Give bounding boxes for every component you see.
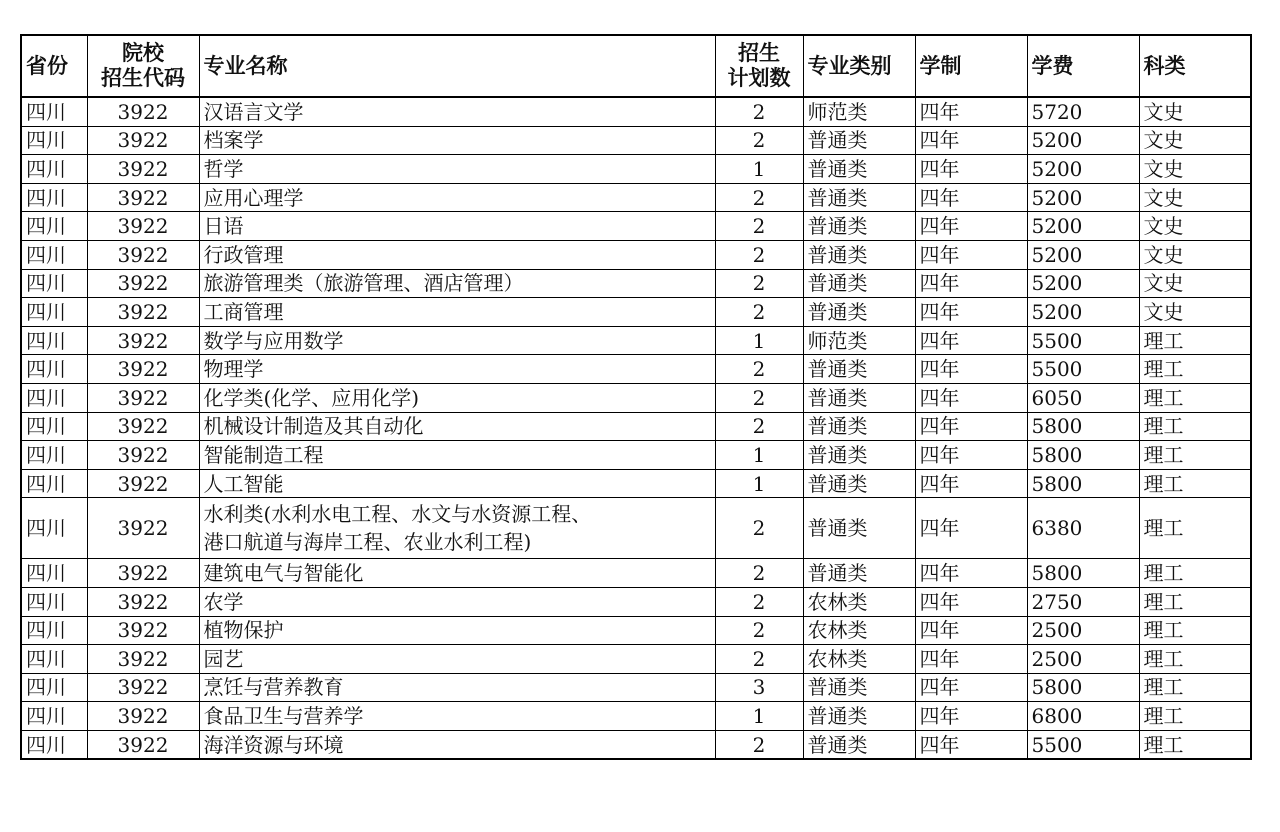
table-row <box>21 616 1251 645</box>
cell-school-code: 3922 <box>87 126 199 155</box>
cell-tuition: 6050 <box>1027 383 1139 412</box>
cell-major-category: 普通类 <box>803 126 915 155</box>
cell-major-name: 行政管理 <box>199 240 715 269</box>
cell-plan-count: 2 <box>715 355 803 384</box>
cell-major-name-line1: 水利类(水利水电工程、水文与水资源工程、 <box>203 502 592 527</box>
cell-province: 四川 <box>21 240 87 269</box>
cell-major-category: 普通类 <box>803 498 915 559</box>
cell-duration: 四年 <box>915 469 1027 498</box>
cell-subject: 文史 <box>1139 97 1251 126</box>
table-row <box>21 412 1251 441</box>
table-row <box>21 702 1251 731</box>
cell-plan-count: 3 <box>715 673 803 702</box>
cell-major-name: 应用心理学 <box>199 183 715 212</box>
cell-major-name: 档案学 <box>199 126 715 155</box>
cell-tuition: 5200 <box>1027 212 1139 241</box>
cell-major-name: 食品卫生与营养学 <box>199 702 715 731</box>
cell-major-category: 普通类 <box>803 298 915 327</box>
header-duration: 学制 <box>915 35 1027 97</box>
cell-plan-count: 1 <box>715 702 803 731</box>
cell-subject: 理工 <box>1139 645 1251 674</box>
cell-school-code: 3922 <box>87 702 199 731</box>
cell-province: 四川 <box>21 269 87 298</box>
cell-school-code: 3922 <box>87 645 199 674</box>
cell-tuition: 5720 <box>1027 97 1139 126</box>
cell-province: 四川 <box>21 412 87 441</box>
cell-duration: 四年 <box>915 326 1027 355</box>
header-plan-count <box>715 35 803 97</box>
cell-school-code: 3922 <box>87 326 199 355</box>
cell-subject: 理工 <box>1139 412 1251 441</box>
cell-subject: 文史 <box>1139 183 1251 212</box>
table-row <box>21 240 1251 269</box>
cell-major-category: 普通类 <box>803 702 915 731</box>
cell-duration: 四年 <box>915 269 1027 298</box>
cell-school-code: 3922 <box>87 383 199 412</box>
table-row <box>21 126 1251 155</box>
table-row <box>21 155 1251 184</box>
cell-major-category: 普通类 <box>803 269 915 298</box>
header-major-category: 专业类别 <box>803 35 915 97</box>
cell-duration: 四年 <box>915 212 1027 241</box>
cell-plan-count: 2 <box>715 97 803 126</box>
cell-major-category: 普通类 <box>803 559 915 588</box>
cell-school-code: 3922 <box>87 673 199 702</box>
cell-major-category: 普通类 <box>803 183 915 212</box>
cell-school-code: 3922 <box>87 559 199 588</box>
cell-subject: 理工 <box>1139 469 1251 498</box>
cell-tuition: 5800 <box>1027 412 1139 441</box>
cell-major-category: 普通类 <box>803 240 915 269</box>
cell-subject: 文史 <box>1139 212 1251 241</box>
header-school-code-line2: 招生代码 <box>101 66 185 90</box>
cell-province: 四川 <box>21 441 87 470</box>
admission-plan-table <box>20 34 1252 760</box>
table-row <box>21 441 1251 470</box>
cell-plan-count: 2 <box>715 183 803 212</box>
cell-duration: 四年 <box>915 126 1027 155</box>
cell-subject: 文史 <box>1139 269 1251 298</box>
cell-province: 四川 <box>21 559 87 588</box>
table-row <box>21 326 1251 355</box>
header-province: 省份 <box>21 35 87 97</box>
cell-school-code: 3922 <box>87 616 199 645</box>
cell-school-code: 3922 <box>87 469 199 498</box>
cell-major-category: 普通类 <box>803 212 915 241</box>
cell-tuition: 5200 <box>1027 126 1139 155</box>
cell-major-name: 植物保护 <box>199 616 715 645</box>
cell-plan-count: 2 <box>715 645 803 674</box>
cell-school-code: 3922 <box>87 183 199 212</box>
cell-major-name: 园艺 <box>199 645 715 674</box>
cell-subject: 理工 <box>1139 326 1251 355</box>
cell-duration: 四年 <box>915 645 1027 674</box>
table-row <box>21 587 1251 616</box>
cell-plan-count: 2 <box>715 212 803 241</box>
cell-major-category: 普通类 <box>803 441 915 470</box>
cell-duration: 四年 <box>915 587 1027 616</box>
table-header <box>21 35 1251 97</box>
cell-province: 四川 <box>21 155 87 184</box>
cell-major-name: 农学 <box>199 587 715 616</box>
cell-major-name: 机械设计制造及其自动化 <box>199 412 715 441</box>
cell-major-name: 旅游管理类（旅游管理、酒店管理） <box>199 269 715 298</box>
cell-tuition: 5500 <box>1027 355 1139 384</box>
cell-school-code: 3922 <box>87 97 199 126</box>
cell-plan-count: 2 <box>715 126 803 155</box>
cell-subject: 理工 <box>1139 559 1251 588</box>
cell-major-name: 日语 <box>199 212 715 241</box>
table-row <box>21 355 1251 384</box>
cell-school-code: 3922 <box>87 240 199 269</box>
header-major-name: 专业名称 <box>199 35 715 97</box>
cell-tuition: 2500 <box>1027 645 1139 674</box>
cell-duration: 四年 <box>915 97 1027 126</box>
cell-plan-count: 2 <box>715 412 803 441</box>
cell-province: 四川 <box>21 469 87 498</box>
cell-tuition: 2500 <box>1027 616 1139 645</box>
cell-tuition: 6800 <box>1027 702 1139 731</box>
table-row <box>21 559 1251 588</box>
cell-province: 四川 <box>21 298 87 327</box>
cell-school-code: 3922 <box>87 412 199 441</box>
table-row <box>21 673 1251 702</box>
cell-major-name: 人工智能 <box>199 469 715 498</box>
cell-tuition: 5200 <box>1027 298 1139 327</box>
table-row <box>21 269 1251 298</box>
cell-tuition: 5200 <box>1027 155 1139 184</box>
table-row <box>21 298 1251 327</box>
cell-plan-count: 2 <box>715 587 803 616</box>
cell-plan-count: 1 <box>715 469 803 498</box>
cell-province: 四川 <box>21 702 87 731</box>
cell-province: 四川 <box>21 355 87 384</box>
cell-plan-count: 2 <box>715 730 803 759</box>
header-row <box>21 35 1251 97</box>
cell-major-category: 普通类 <box>803 412 915 441</box>
cell-school-code: 3922 <box>87 498 199 559</box>
cell-province: 四川 <box>21 383 87 412</box>
cell-tuition: 5800 <box>1027 673 1139 702</box>
cell-plan-count: 2 <box>715 498 803 559</box>
cell-duration: 四年 <box>915 412 1027 441</box>
cell-major-category: 普通类 <box>803 383 915 412</box>
cell-plan-count: 1 <box>715 155 803 184</box>
cell-plan-count: 1 <box>715 441 803 470</box>
table-row <box>21 645 1251 674</box>
cell-plan-count: 2 <box>715 559 803 588</box>
cell-duration: 四年 <box>915 702 1027 731</box>
cell-duration: 四年 <box>915 183 1027 212</box>
header-plan-count-line1: 招生 <box>738 41 780 65</box>
cell-duration: 四年 <box>915 730 1027 759</box>
cell-plan-count: 2 <box>715 616 803 645</box>
cell-school-code: 3922 <box>87 587 199 616</box>
cell-major-name: 哲学 <box>199 155 715 184</box>
cell-tuition: 5800 <box>1027 469 1139 498</box>
table-row <box>21 498 1251 559</box>
cell-school-code: 3922 <box>87 355 199 384</box>
cell-province: 四川 <box>21 212 87 241</box>
cell-major-name: 汉语言文学 <box>199 97 715 126</box>
cell-duration: 四年 <box>915 441 1027 470</box>
cell-subject: 理工 <box>1139 730 1251 759</box>
cell-school-code: 3922 <box>87 441 199 470</box>
cell-duration: 四年 <box>915 616 1027 645</box>
cell-province: 四川 <box>21 326 87 355</box>
cell-major-category: 农林类 <box>803 645 915 674</box>
header-school-code-line1: 院校 <box>122 41 164 65</box>
cell-major-name: 海洋资源与环境 <box>199 730 715 759</box>
cell-duration: 四年 <box>915 298 1027 327</box>
cell-plan-count: 2 <box>715 269 803 298</box>
cell-school-code: 3922 <box>87 269 199 298</box>
cell-major-name: 数学与应用数学 <box>199 326 715 355</box>
cell-subject: 理工 <box>1139 702 1251 731</box>
cell-province: 四川 <box>21 645 87 674</box>
cell-tuition: 5800 <box>1027 441 1139 470</box>
cell-major-name-line2: 港口航道与海岸工程、农业水利工程) <box>203 530 532 555</box>
cell-major-name: 工商管理 <box>199 298 715 327</box>
cell-tuition: 5200 <box>1027 240 1139 269</box>
cell-subject: 理工 <box>1139 498 1251 559</box>
cell-tuition: 5200 <box>1027 269 1139 298</box>
cell-plan-count: 2 <box>715 298 803 327</box>
cell-school-code: 3922 <box>87 730 199 759</box>
cell-duration: 四年 <box>915 559 1027 588</box>
cell-major-category: 师范类 <box>803 326 915 355</box>
cell-province: 四川 <box>21 587 87 616</box>
cell-province: 四川 <box>21 616 87 645</box>
cell-subject: 理工 <box>1139 616 1251 645</box>
cell-tuition: 2750 <box>1027 587 1139 616</box>
cell-major-category: 普通类 <box>803 355 915 384</box>
header-tuition: 学费 <box>1027 35 1139 97</box>
header-plan-count-line2: 计划数 <box>727 66 791 90</box>
cell-tuition: 5200 <box>1027 183 1139 212</box>
cell-major-category: 师范类 <box>803 97 915 126</box>
table-row <box>21 183 1251 212</box>
cell-tuition: 5800 <box>1027 559 1139 588</box>
cell-duration: 四年 <box>915 155 1027 184</box>
header-school-code <box>87 35 199 97</box>
cell-major-name: 智能制造工程 <box>199 441 715 470</box>
cell-major-category: 普通类 <box>803 730 915 759</box>
cell-province: 四川 <box>21 498 87 559</box>
cell-major-name: 物理学 <box>199 355 715 384</box>
table-row <box>21 730 1251 759</box>
cell-major-category: 农林类 <box>803 587 915 616</box>
cell-plan-count: 2 <box>715 240 803 269</box>
cell-major-category: 普通类 <box>803 469 915 498</box>
cell-subject: 理工 <box>1139 355 1251 384</box>
table-row <box>21 469 1251 498</box>
cell-subject: 文史 <box>1139 155 1251 184</box>
cell-school-code: 3922 <box>87 298 199 327</box>
cell-duration: 四年 <box>915 355 1027 384</box>
cell-major-category: 农林类 <box>803 616 915 645</box>
cell-province: 四川 <box>21 183 87 212</box>
cell-major-name: 建筑电气与智能化 <box>199 559 715 588</box>
cell-duration: 四年 <box>915 498 1027 559</box>
cell-subject: 文史 <box>1139 126 1251 155</box>
cell-subject: 理工 <box>1139 441 1251 470</box>
cell-major-category: 普通类 <box>803 673 915 702</box>
table-row <box>21 212 1251 241</box>
cell-subject: 理工 <box>1139 587 1251 616</box>
cell-major-name <box>199 498 715 559</box>
cell-subject: 理工 <box>1139 673 1251 702</box>
header-subject: 科类 <box>1139 35 1251 97</box>
table-row <box>21 97 1251 126</box>
cell-plan-count: 1 <box>715 326 803 355</box>
cell-school-code: 3922 <box>87 212 199 241</box>
cell-major-category: 普通类 <box>803 155 915 184</box>
cell-duration: 四年 <box>915 240 1027 269</box>
cell-major-name: 烹饪与营养教育 <box>199 673 715 702</box>
cell-tuition: 6380 <box>1027 498 1139 559</box>
cell-province: 四川 <box>21 126 87 155</box>
table-row <box>21 383 1251 412</box>
cell-duration: 四年 <box>915 383 1027 412</box>
cell-subject: 文史 <box>1139 240 1251 269</box>
table-body <box>21 97 1251 759</box>
cell-school-code: 3922 <box>87 155 199 184</box>
cell-province: 四川 <box>21 730 87 759</box>
cell-province: 四川 <box>21 97 87 126</box>
cell-tuition: 5500 <box>1027 326 1139 355</box>
cell-subject: 理工 <box>1139 383 1251 412</box>
cell-province: 四川 <box>21 673 87 702</box>
cell-major-name: 化学类(化学、应用化学) <box>199 383 715 412</box>
cell-duration: 四年 <box>915 673 1027 702</box>
cell-tuition: 5500 <box>1027 730 1139 759</box>
cell-subject: 文史 <box>1139 298 1251 327</box>
cell-plan-count: 2 <box>715 383 803 412</box>
